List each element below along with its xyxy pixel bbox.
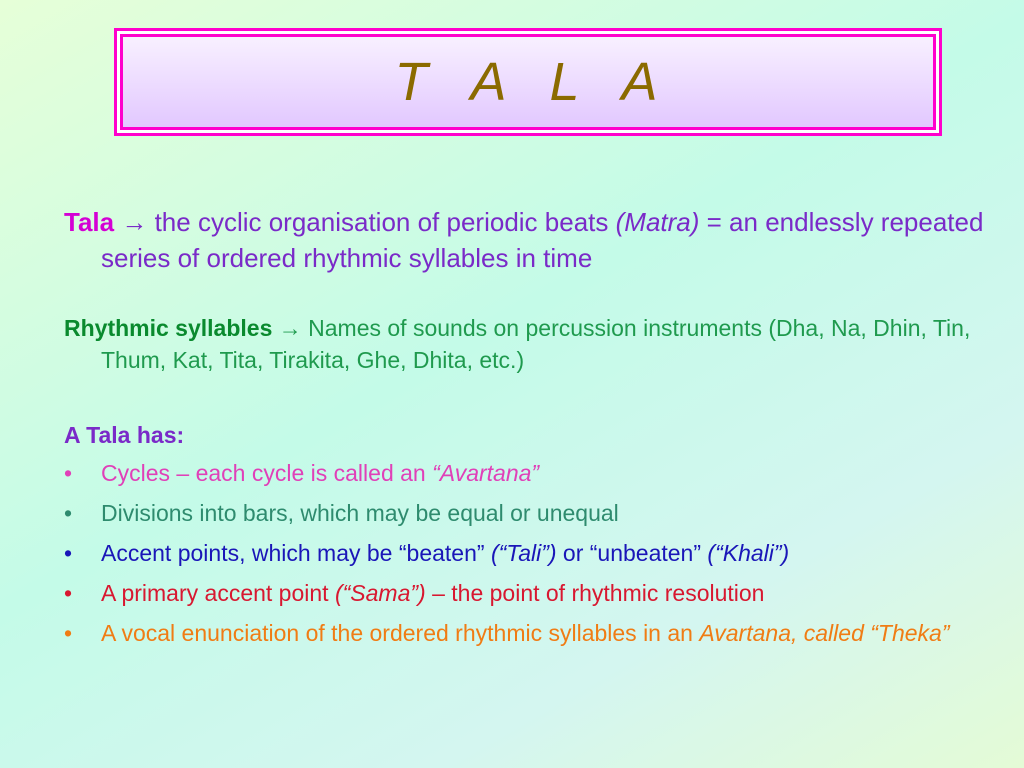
tala-term: Tala — [64, 207, 115, 237]
syllables-term: Rhythmic syllables — [64, 315, 273, 341]
tala-definition-text-b: = an endlessly repeated series of ordered rhythmic syllables in time — [101, 207, 984, 273]
list-item-cycles — [64, 457, 984, 489]
bullet-emphasis: (“Khali”) — [707, 540, 790, 566]
bullet-emphasis: “Avartana” — [432, 460, 540, 486]
title-panel — [120, 34, 936, 130]
bullet-emphasis: (“Sama”) — [334, 580, 426, 606]
bullet-text: – the point of rhythmic resolution — [432, 580, 765, 606]
bullet-emphasis: Avartana, called “Theka” — [699, 620, 950, 646]
bullet-text: A primary accent point — [101, 580, 329, 606]
bullet-icon: • — [64, 540, 73, 566]
title-frame — [114, 28, 942, 136]
bullet-text: A vocal enunciation of the ordered rhythmic syllables in an — [101, 620, 693, 646]
bullet-text: Accent points, which may be “beaten” — [101, 540, 485, 566]
tala-definition — [64, 204, 1021, 276]
list-item-theka — [64, 617, 984, 649]
arrow-icon: → — [278, 315, 302, 341]
bullet-icon: • — [64, 580, 73, 606]
syllables-definition — [64, 312, 1021, 376]
bullet-icon: • — [64, 500, 73, 526]
list-item-divisions — [64, 497, 984, 529]
tala-definition-text-a: the cyclic organisation of periodic beats — [154, 207, 609, 237]
tala-has-heading: A Tala has: — [64, 422, 185, 448]
slide-title: T A L A — [394, 52, 662, 112]
matra-term: (Matra) — [615, 207, 700, 237]
syllables-definition-text: Names of sounds on percussion instruments (Dha, Na, Dhin, Tin, Thum, Kat, Tita, Tirakita, Ghe, Dhita, etc.) — [101, 315, 971, 373]
bullet-icon: • — [64, 460, 73, 486]
list-item-accent-points — [64, 537, 984, 569]
list-item-primary-accent — [64, 577, 984, 609]
arrow-icon: → — [121, 207, 148, 237]
bullet-emphasis: (“Tali”) — [490, 540, 557, 566]
bullet-text: Divisions into bars, which may be equal or unequal — [101, 500, 619, 526]
bullet-text: Cycles – each cycle is called an — [101, 460, 426, 486]
tala-features-list — [64, 457, 984, 657]
bullet-icon: • — [64, 620, 73, 646]
bullet-text: or “unbeaten” — [562, 540, 702, 566]
